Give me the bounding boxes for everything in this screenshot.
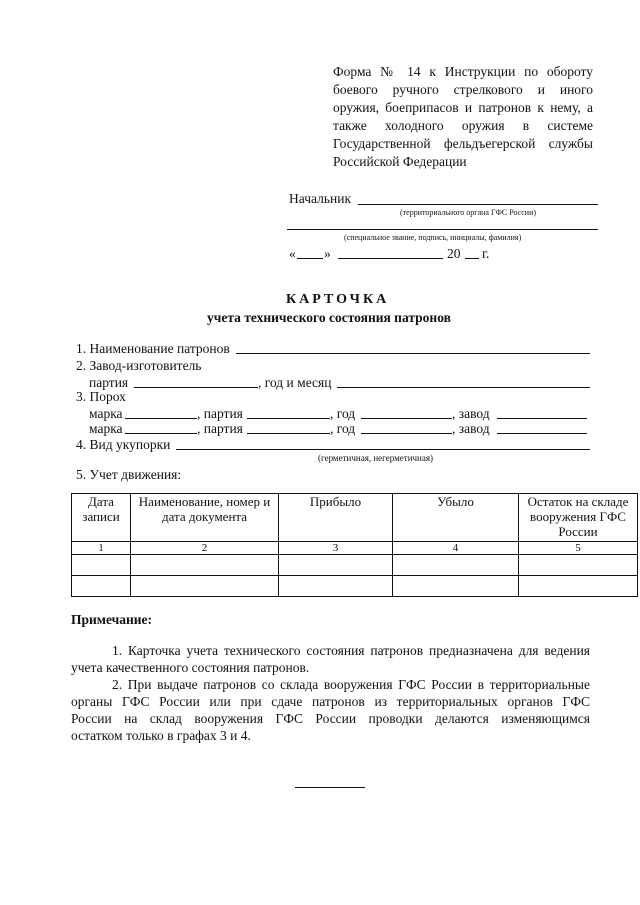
field-cartridge-name-label: 1. Наименование патронов	[76, 341, 230, 356]
manufacturer-batch-label: партия	[89, 375, 129, 390]
date-open-quote: «	[289, 246, 296, 261]
table-cell[interactable]	[393, 555, 519, 576]
closing-separator	[295, 787, 365, 788]
powder-year-label: , год	[330, 406, 356, 421]
column-header: Убыло	[393, 494, 519, 542]
column-header: Дата записи	[72, 494, 131, 542]
table-row	[72, 555, 638, 576]
table-cell[interactable]	[519, 555, 638, 576]
year-month-blank[interactable]	[337, 387, 590, 388]
powder-year-blank[interactable]	[361, 433, 452, 434]
powder-brand-label: марка	[89, 421, 123, 436]
field-packaging-label: 4. Вид укупорки	[76, 437, 171, 452]
column-number: 1	[72, 542, 131, 555]
powder-plant-label: , завод	[452, 421, 490, 436]
note-line: 1. Карточка учета технического состояния патронов предназначена для ведения	[112, 643, 590, 658]
year-month-label: , год и месяц	[258, 375, 332, 390]
column-number-row	[72, 542, 638, 555]
field-powder-label: 3. Порох	[76, 389, 126, 404]
powder-batch-blank[interactable]	[247, 418, 330, 419]
cartridge-name-blank[interactable]	[236, 353, 590, 354]
table-cell[interactable]	[279, 576, 393, 597]
powder-year-label: , год	[330, 421, 356, 436]
powder-plant-blank[interactable]	[497, 418, 587, 419]
year-prefix: 20	[447, 246, 461, 261]
packaging-blank[interactable]	[176, 449, 590, 450]
note-line: органы ГФС России или при сдаче патронов из территориальных органов ГФС	[71, 694, 590, 709]
table-cell[interactable]	[131, 555, 279, 576]
powder-batch-blank[interactable]	[247, 433, 330, 434]
table-cell[interactable]	[393, 576, 519, 597]
table-header-row	[72, 494, 638, 542]
column-number: 3	[279, 542, 393, 555]
manufacturer-batch-blank[interactable]	[134, 387, 258, 388]
movement-table	[71, 493, 638, 597]
note-line: учета качественного состояния патронов.	[71, 660, 310, 675]
org-name-blank[interactable]	[358, 204, 598, 205]
column-number: 2	[131, 542, 279, 555]
field-manufacturer-label: 2. Завод-изготовитель	[76, 358, 202, 373]
form-reference-line: Форма № 14 к Инструкции по обороту	[333, 64, 593, 79]
signature-hint: (специальное звание, подпись, инициалы, фамилия)	[344, 233, 522, 242]
chief-label: Начальник	[289, 191, 352, 206]
note-line: остатком только в графах 3 и 4.	[71, 728, 251, 743]
table-cell[interactable]	[279, 555, 393, 576]
note-line: 2. При выдаче патронов со склада вооружения ГФС России в территориальные	[112, 677, 590, 692]
column-header: Прибыло	[279, 494, 393, 542]
date-month-blank[interactable]	[338, 258, 443, 259]
date-close-quote: »	[324, 246, 331, 261]
card-subtitle: учета технического состояния патронов	[207, 310, 451, 325]
powder-brand-blank[interactable]	[125, 433, 197, 434]
form-reference-line: Государственной фельдъегерской службы	[333, 136, 593, 151]
card-title: КАРТОЧКА	[286, 292, 390, 307]
powder-year-blank[interactable]	[361, 418, 452, 419]
powder-brand-label: марка	[89, 406, 123, 421]
table-cell[interactable]	[519, 576, 638, 597]
date-year-blank[interactable]	[465, 258, 479, 259]
table-cell[interactable]	[72, 576, 131, 597]
powder-brand-blank[interactable]	[125, 418, 197, 419]
column-number: 5	[519, 542, 638, 555]
table-cell[interactable]	[72, 555, 131, 576]
column-header: Остаток на складе вооружения ГФС России	[519, 494, 638, 542]
table-row	[72, 576, 638, 597]
org-hint: (территориального органа ГФС России)	[400, 208, 537, 217]
powder-batch-label: , партия	[197, 406, 243, 421]
field-movement-label: 5. Учет движения:	[76, 467, 182, 482]
year-suffix: г.	[482, 246, 490, 261]
note-line: России на склад вооружения ГФС России проводки делаются изменяющимся	[71, 711, 590, 726]
form-reference-line: также холодного оружия в системе	[333, 118, 593, 133]
signature-blank[interactable]	[287, 229, 598, 230]
form-reference-line: Российской Федерации	[333, 154, 467, 169]
powder-plant-blank[interactable]	[497, 433, 587, 434]
column-number: 4	[393, 542, 519, 555]
column-header: Наименование, номер и дата документа	[131, 494, 279, 542]
date-day-blank[interactable]	[297, 258, 323, 259]
form-reference-line: боевого ручного стрелкового и иного	[333, 82, 593, 97]
powder-plant-label: , завод	[452, 406, 490, 421]
powder-batch-label: , партия	[197, 421, 243, 436]
seal-hint: (герметичная, негерметичная)	[318, 453, 434, 463]
notes-heading: Примечание:	[71, 612, 153, 627]
form-reference-line: оружия, боеприпасов и патронов к нему, а	[333, 100, 593, 115]
table-cell[interactable]	[131, 576, 279, 597]
